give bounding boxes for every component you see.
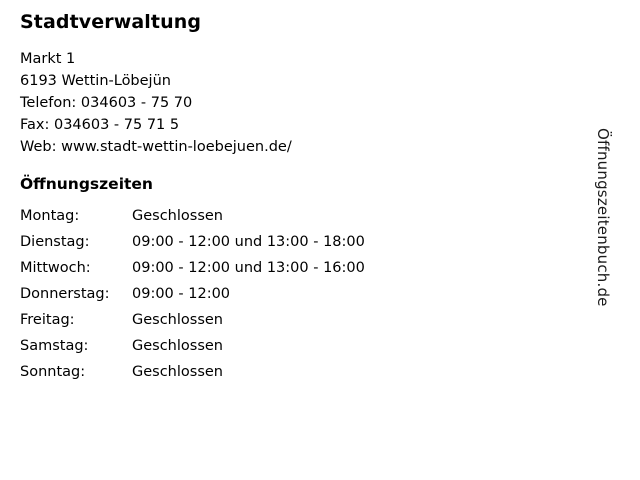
address-line-city: 6193 Wettin-Löbejün: [20, 73, 171, 89]
day-label: Montag:: [20, 208, 80, 224]
watermark-label: Öffnungszeitenbuch.de: [594, 128, 612, 307]
table-row: [20, 336, 365, 362]
address-line-fax: Fax: 034603 - 75 71 5: [20, 117, 180, 133]
day-hours: 09:00 - 12:00: [132, 286, 231, 302]
day-hours: 09:00 - 12:00 und 13:00 - 18:00: [132, 234, 365, 250]
day-label: Samstag:: [20, 338, 89, 354]
day-label: Sonntag:: [20, 364, 86, 380]
page-title: Stadtverwaltung: [20, 11, 202, 33]
opening-hours-table: [20, 206, 365, 388]
day-label: Donnerstag:: [20, 286, 110, 302]
table-row: [20, 232, 365, 258]
day-hours: Geschlossen: [132, 364, 223, 380]
table-row: [20, 258, 365, 284]
day-hours: 09:00 - 12:00 und 13:00 - 16:00: [132, 260, 365, 276]
address-block: [20, 48, 580, 158]
table-row: [20, 206, 365, 232]
opening-hours-heading: Öffnungszeiten: [20, 175, 153, 193]
business-info: [20, 10, 580, 388]
table-row: [20, 310, 365, 336]
address-line-phone: Telefon: 034603 - 75 70: [20, 95, 193, 111]
day-label: Dienstag:: [20, 234, 90, 250]
table-row: [20, 362, 365, 388]
day-hours: Geschlossen: [132, 312, 223, 328]
address-line-web: Web: www.stadt-wettin-loebejuen.de/: [20, 139, 292, 155]
day-label: Mittwoch:: [20, 260, 91, 276]
day-label: Freitag:: [20, 312, 75, 328]
day-hours: Geschlossen: [132, 338, 223, 354]
day-hours: Geschlossen: [132, 208, 223, 224]
table-row: [20, 284, 365, 310]
address-line-street: Markt 1: [20, 51, 76, 67]
